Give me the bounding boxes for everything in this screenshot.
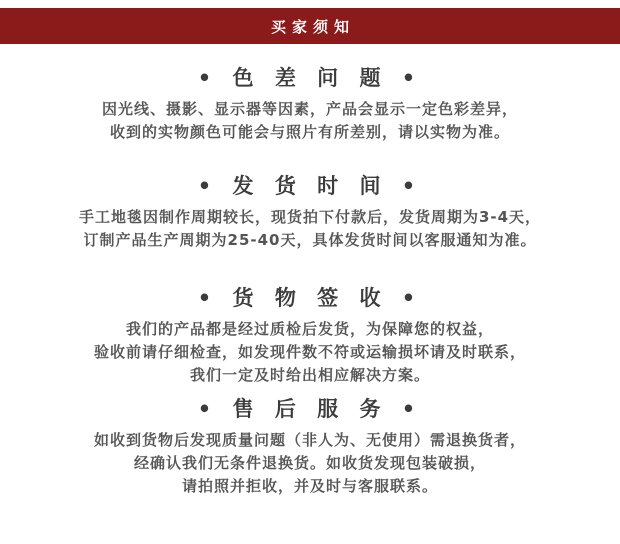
section-text-line: 手工地毯因制作周期较长，现货拍下付款后，发货周期为3-4天， — [78, 208, 542, 226]
section-text-line: 收到的实物颜色可能会与照片有所差别，请以实物为准。 — [109, 123, 510, 141]
section-text-line: 请拍照并拒收，并及时与客服联系。 — [181, 477, 438, 495]
section-text-line: 订制产品生产周期为25-40天，具体发货时间以客服通知为准。 — [83, 231, 537, 249]
section-heading: • 发 货 时 间 • — [197, 174, 423, 198]
section-color-difference — [0, 64, 620, 144]
section-text-line: 验收前请仔细检查，如发现件数不符或运输损坏请及时联系， — [93, 343, 526, 361]
section-text-line: 因光线、摄影、显示器等因素，产品会显示一定色彩差异， — [101, 100, 518, 118]
section-text-line: 如收到货物后发现质量问题（非人为、无使用）需退换货者， — [93, 431, 526, 449]
section-text-line: 我们一定及时给出相应解决方案。 — [189, 366, 430, 384]
section-heading: • 售 后 服 务 • — [197, 397, 423, 421]
section-delivery-receipt — [0, 284, 620, 387]
section-shipping-time — [0, 172, 620, 252]
section-text-line: 经确认我们无条件退换货。如收货发现包装破损， — [133, 454, 486, 472]
header-banner — [0, 8, 620, 44]
section-text-line: 我们的产品都是经过质检后发货，为保障您的权益， — [125, 320, 494, 338]
section-heading: • 色 差 问 题 • — [197, 66, 423, 90]
section-after-sales — [0, 395, 620, 498]
section-heading: • 货 物 签 收 • — [197, 286, 423, 310]
banner-title: 买家须知 — [270, 17, 355, 36]
